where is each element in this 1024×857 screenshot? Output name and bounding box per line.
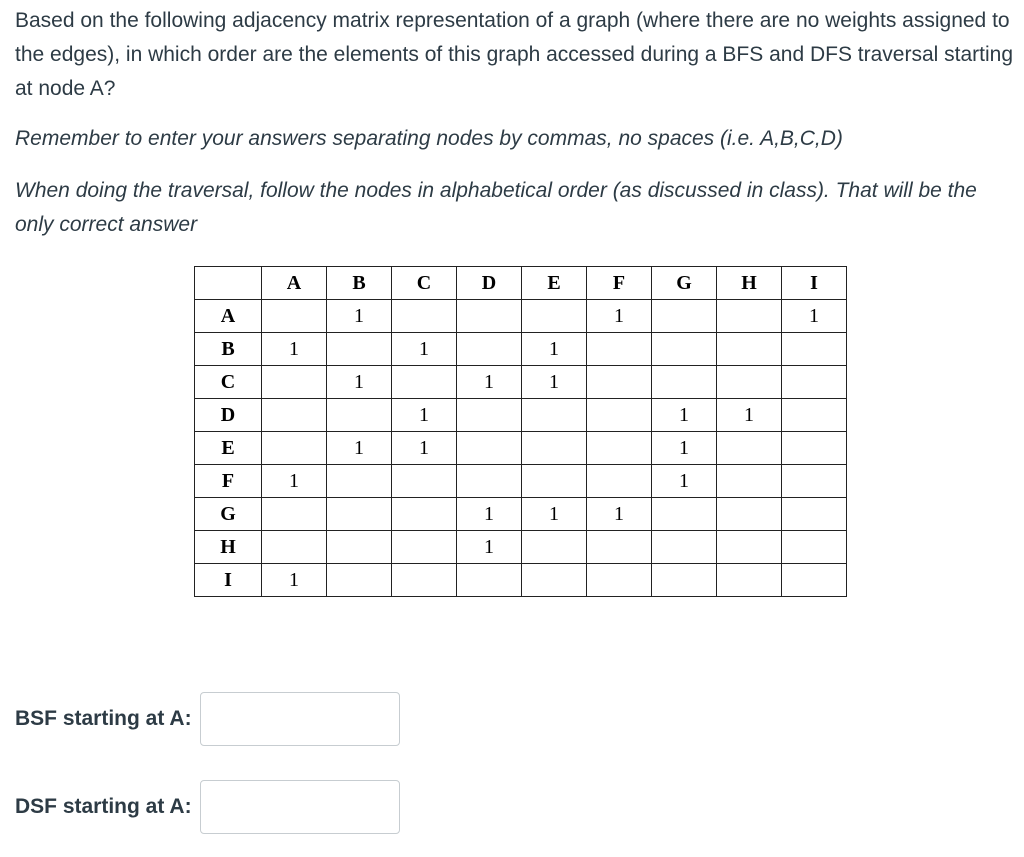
matrix-cell: 1 [262, 465, 327, 498]
matrix-cell: 1 [522, 333, 587, 366]
matrix-cell [262, 366, 327, 399]
matrix-cell: 1 [327, 300, 392, 333]
bfs-label: BSF starting at A: [15, 707, 192, 730]
matrix-cell [652, 333, 717, 366]
matrix-row [195, 531, 847, 564]
matrix-cell [717, 564, 782, 597]
matrix-cell [652, 300, 717, 333]
matrix-cell [392, 465, 457, 498]
matrix-cell [782, 333, 847, 366]
matrix-cell [457, 300, 522, 333]
question-text: Based on the following adjacency matrix representation of a graph (where there are no weights assigned to the edges), in which order are the elements of this graph accessed during a BFS and DFS traversal starting at node A? [15, 9, 1014, 100]
column-header: A [262, 267, 327, 300]
matrix-cell [327, 531, 392, 564]
column-header: I [782, 267, 847, 300]
matrix-cell [587, 465, 652, 498]
matrix-cell: 1 [587, 300, 652, 333]
matrix-cell [262, 399, 327, 432]
matrix-cell [717, 465, 782, 498]
column-header: G [652, 267, 717, 300]
matrix-cell [392, 564, 457, 597]
matrix-cell [522, 399, 587, 432]
matrix-cell [717, 432, 782, 465]
matrix-cell [392, 366, 457, 399]
matrix-cell [782, 399, 847, 432]
matrix-cell [522, 465, 587, 498]
matrix-cell [392, 531, 457, 564]
matrix-corner-cell [195, 267, 262, 300]
matrix-cell [587, 399, 652, 432]
row-header: G [195, 498, 262, 531]
matrix-cell [587, 366, 652, 399]
dfs-answer-row [15, 780, 400, 834]
matrix-cell: 1 [457, 366, 522, 399]
matrix-cell [262, 531, 327, 564]
matrix-cell: 1 [262, 333, 327, 366]
matrix-cell: 1 [327, 366, 392, 399]
matrix-cell [327, 564, 392, 597]
matrix-cell [782, 432, 847, 465]
matrix-cell [782, 564, 847, 597]
column-header: C [392, 267, 457, 300]
row-header: A [195, 300, 262, 333]
row-header: E [195, 432, 262, 465]
matrix-cell [717, 333, 782, 366]
matrix-cell [327, 465, 392, 498]
dfs-answer-input[interactable] [200, 780, 400, 834]
matrix-cell [522, 564, 587, 597]
matrix-cell: 1 [327, 432, 392, 465]
matrix-cell [457, 333, 522, 366]
matrix-cell [782, 465, 847, 498]
matrix-cell [717, 498, 782, 531]
matrix-cell [717, 366, 782, 399]
row-header: D [195, 399, 262, 432]
matrix-cell [522, 432, 587, 465]
matrix-cell: 1 [652, 465, 717, 498]
matrix-cell [327, 333, 392, 366]
matrix-row [195, 465, 847, 498]
column-header: E [522, 267, 587, 300]
matrix-cell: 1 [782, 300, 847, 333]
matrix-cell [457, 465, 522, 498]
matrix-header-row [195, 267, 847, 300]
matrix-row [195, 333, 847, 366]
matrix-cell [782, 531, 847, 564]
matrix-cell: 1 [652, 399, 717, 432]
matrix-cell [717, 531, 782, 564]
row-header: C [195, 366, 262, 399]
column-header: B [327, 267, 392, 300]
matrix-row [195, 498, 847, 531]
matrix-cell [457, 564, 522, 597]
column-header: H [717, 267, 782, 300]
matrix-cell: 1 [522, 498, 587, 531]
column-header: D [457, 267, 522, 300]
format-note: Remember to enter your answers separating nodes by commas, no spaces (i.e. A,B,C,D) [15, 127, 843, 150]
matrix-cell [457, 399, 522, 432]
matrix-row [195, 399, 847, 432]
matrix-cell [327, 399, 392, 432]
dfs-label: DSF starting at A: [15, 795, 192, 818]
matrix-cell [782, 498, 847, 531]
matrix-cell [587, 432, 652, 465]
matrix-cell: 1 [522, 366, 587, 399]
matrix-cell [652, 366, 717, 399]
matrix-cell: 1 [457, 498, 522, 531]
column-header: F [587, 267, 652, 300]
bfs-answer-row [15, 692, 400, 746]
matrix-cell: 1 [392, 333, 457, 366]
matrix-cell [652, 498, 717, 531]
matrix-cell [262, 300, 327, 333]
matrix-cell [522, 531, 587, 564]
matrix-cell: 1 [717, 399, 782, 432]
matrix-cell [262, 432, 327, 465]
adjacency-matrix [194, 266, 847, 597]
row-header: B [195, 333, 262, 366]
matrix-row [195, 432, 847, 465]
matrix-cell [587, 531, 652, 564]
matrix-cell [587, 333, 652, 366]
matrix-row [195, 366, 847, 399]
row-header: H [195, 531, 262, 564]
matrix-cell [457, 432, 522, 465]
order-note: When doing the traversal, follow the nodes in alphabetical order (as discussed in class). That will be the only correct answer [15, 179, 977, 236]
matrix-cell: 1 [587, 498, 652, 531]
matrix-cell [262, 498, 327, 531]
matrix-cell: 1 [392, 432, 457, 465]
matrix-cell [717, 300, 782, 333]
row-header: F [195, 465, 262, 498]
matrix-cell [392, 300, 457, 333]
matrix-cell: 1 [262, 564, 327, 597]
matrix-cell: 1 [652, 432, 717, 465]
matrix-body [195, 300, 847, 597]
matrix-cell [652, 531, 717, 564]
matrix-cell [327, 498, 392, 531]
matrix-cell [652, 564, 717, 597]
matrix-cell: 1 [392, 399, 457, 432]
matrix-cell [392, 498, 457, 531]
matrix-cell [522, 300, 587, 333]
matrix-row [195, 564, 847, 597]
row-header: I [195, 564, 262, 597]
matrix-cell [782, 366, 847, 399]
matrix-cell: 1 [457, 531, 522, 564]
bfs-answer-input[interactable] [200, 692, 400, 746]
matrix-cell [587, 564, 652, 597]
matrix-row [195, 300, 847, 333]
